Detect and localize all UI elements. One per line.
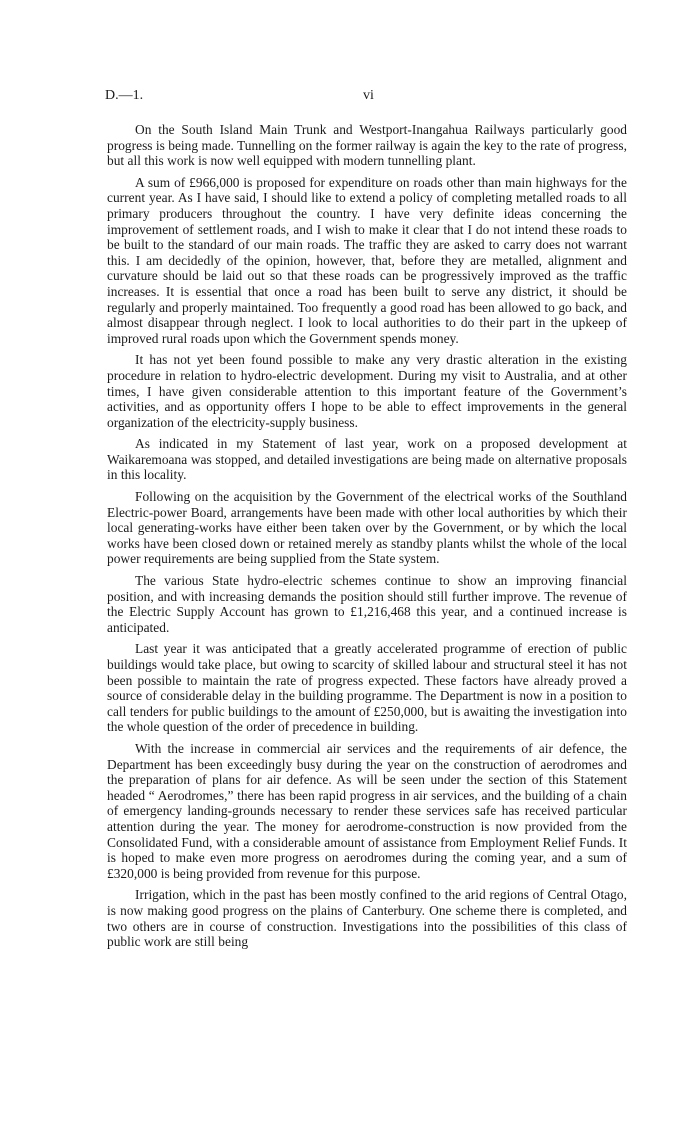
paragraph-irrigation: Irrigation, which in the past has been mostly confined to the arid regions of Central Otago, is now making good progress on the plains of Canterbury. One scheme there is completed, and two others are in course of construction. Investigations into the possibilities of this class of public work are still being [107,887,627,950]
document-reference: D.—1. [105,88,144,103]
paragraph-waikaremoana: As indicated in my Statement of last year, work on a proposed development at Waikaremoana was stopped, and detailed investigations are being made on alternative proposals in this locality. [107,436,627,483]
body-text [107,122,627,950]
paragraph-hydro-electric: It has not yet been found possible to make any very drastic alteration in the existing procedure in relation to hydro-electric development. During my visit to Australia, and at other times, I have given considerable attention to this important feature of the Government’s activities, and as opportunity offers I hope to be able to effect improvements in the general organization of the electricity-supply business. [107,352,627,430]
paragraph-railways: On the South Island Main Trunk and Westport-Inangahua Railways particularly good progress is being made. Tunnelling on the former railway is again the key to the rate of progress, but all this work is now well equipped with modern tunnelling plant. [107,122,627,169]
page-number: vi [363,88,374,103]
paragraph-public-buildings: Last year it was anticipated that a greatly accelerated programme of erection of public buildings would take place, but owing to scarcity of skilled labour and structural steel it has not been possible to maintain the rate of progress expected. These factors have already proved a source of considerable delay in the building programme. The Department is now in a position to call tenders for public buildings to the amount of £250,000, but is awaiting the investigation into the whole question of the order of precedence in building. [107,641,627,735]
paragraph-southland: Following on the acquisition by the Government of the electrical works of the Southland Electric-power Board, arrangements have been made with other local authorities by which their local generating-works have either been taken over by the Government, or by which the local works have been closed down or retained merely as standby plants whilst the whole of the local power requirements are being supplied from the State system. [107,489,627,567]
paragraph-aerodromes: With the increase in commercial air services and the requirements of air defence, the Department has been exceedingly busy during the year on the construction of aerodromes and the preparation of plans for air defence. As will be seen under the section of this Statement headed “ Aerodromes,” there has been rapid progress in air services, and the building of a chain of emergency landing-grounds necessary to render these services safe has received particular attention during the year. The money for aerodrome-construction is now provided from the Consolidated Fund, with a considerable amount of assistance from Employment Relief Funds. It is hoped to make even more progress on aerodromes during the coming year, and a sum of £320,000 is being provided from revenue for this purpose. [107,740,627,881]
paragraph-roads: A sum of £966,000 is proposed for expenditure on roads other than main highways for the current year. As I have said, I should like to extend a policy of completing metalled roads to all primary producers throughout the country. I have very definite ideas concerning the improvement of settlement roads, and I wish to make it clear that I do not intend these roads to be built to the standard of our main roads. The traffic they are asked to carry does not warrant this. I am decidedly of the opinion, however, that, before they are metalled, alignment and curvature should be laid out so that these roads can be progressively improved as the traffic increases. It is essential that once a road has been built to serve any district, it should be regularly and properly maintained. Too frequently a good road has been allowed to go back, and almost disappear through neglect. I look to local authorities to do their part in the upkeep of improved rural roads upon which the Government spends money. [107,174,627,346]
page-header [105,88,625,108]
paragraph-state-schemes: The various State hydro-electric schemes continue to show an improving financial position, and with increasing demands the position should still further improve. The revenue of the Electric Supply Account has grown to £1,216,468 this year, and a continued increase is anticipated. [107,573,627,635]
